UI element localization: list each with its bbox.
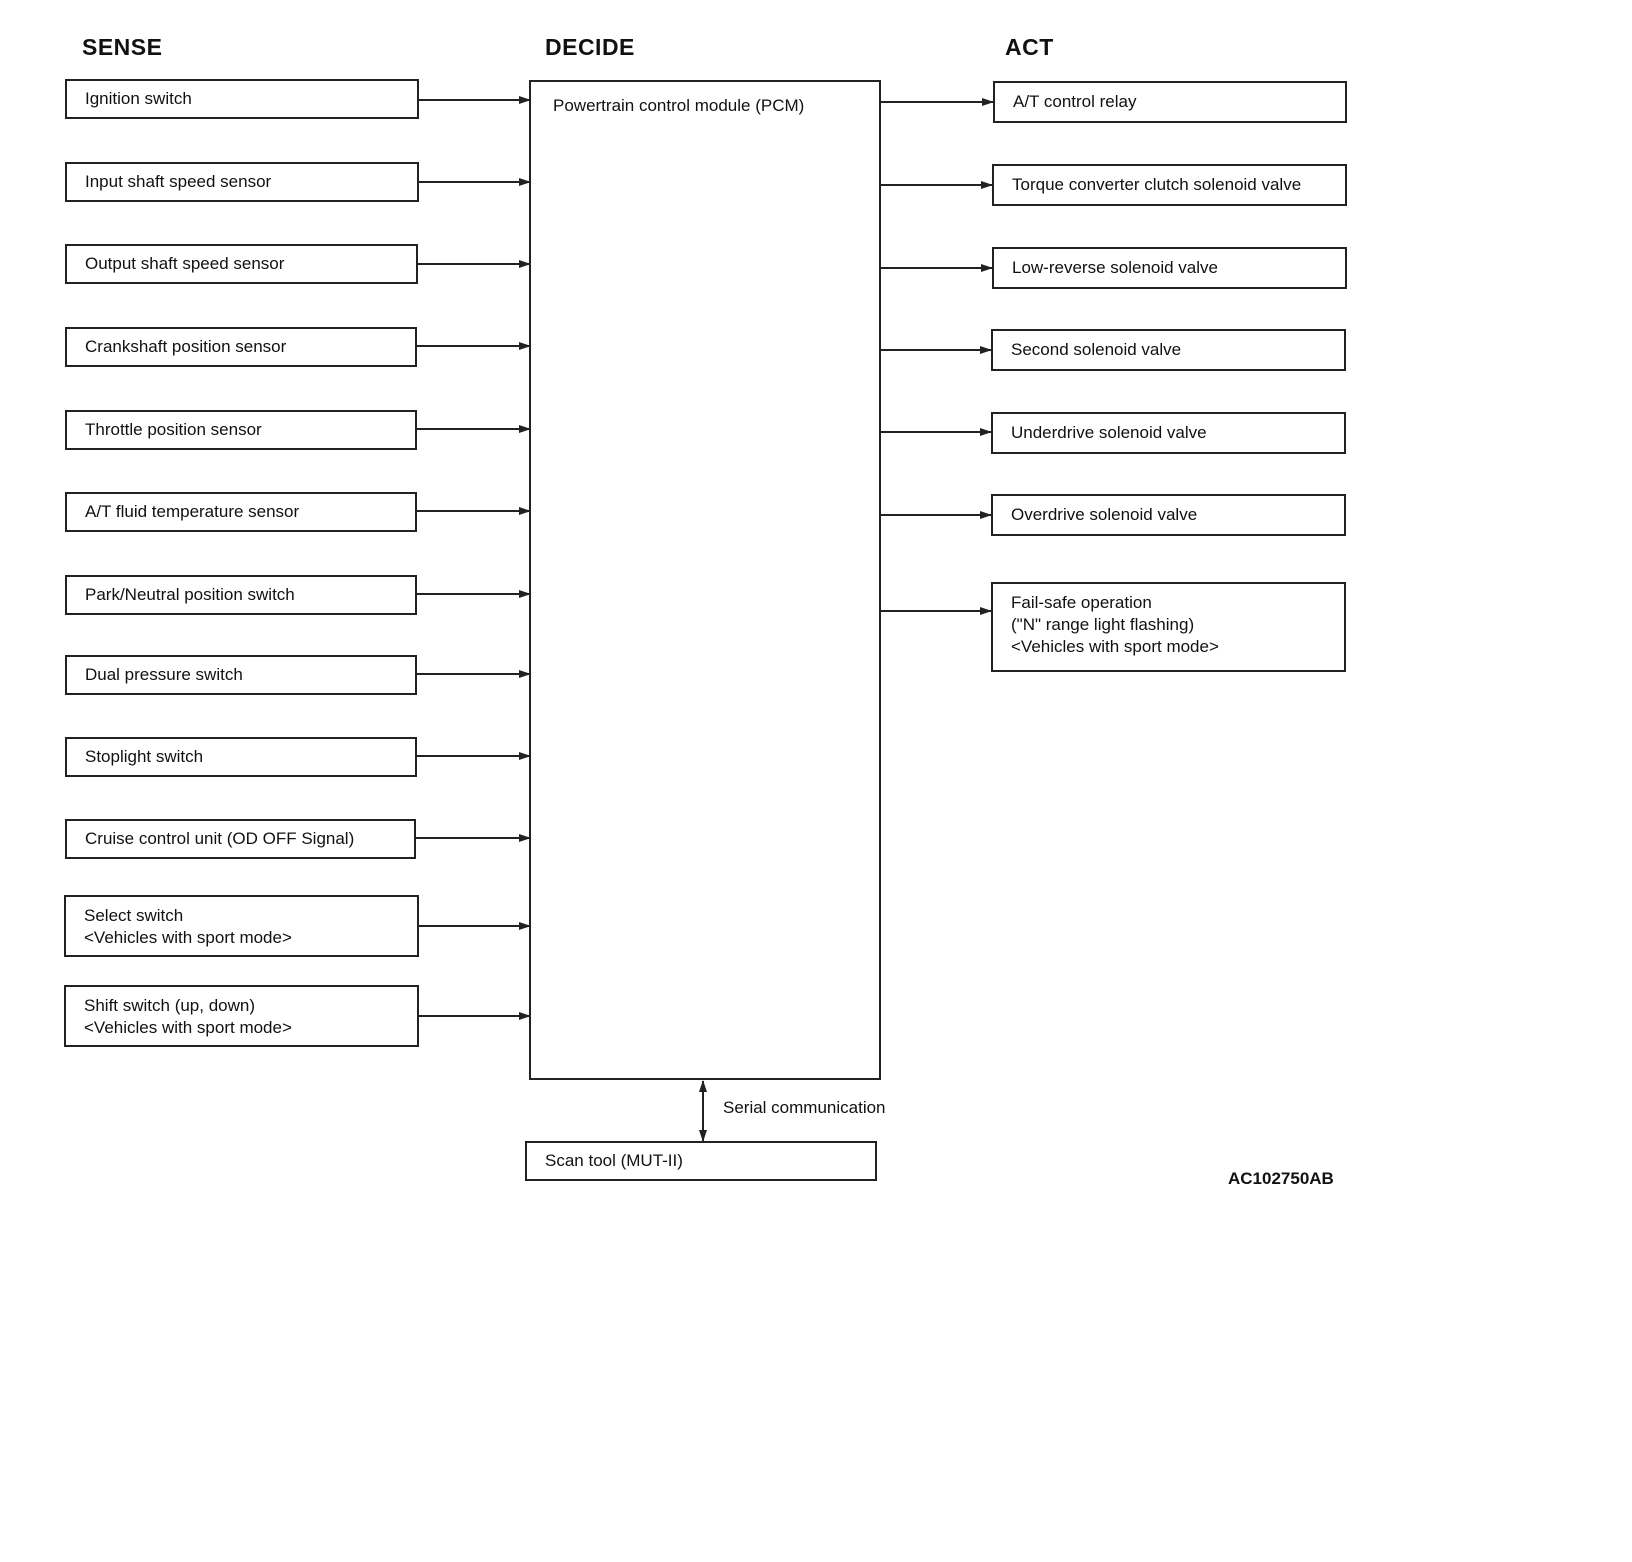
sense-header: SENSE: [82, 34, 163, 60]
act-box-overdrive-solenoid-valve: Overdrive solenoid valve: [991, 494, 1346, 536]
sense-box-stoplight-switch: Stoplight switch: [65, 737, 417, 777]
scan-tool-box: Scan tool (MUT-II): [525, 1141, 877, 1181]
sense-box-select-switch: Select switch <Vehicles with sport mode>: [64, 895, 419, 957]
pcm-box: [529, 80, 881, 1080]
act-box-second-solenoid-valve: Second solenoid valve: [991, 329, 1346, 371]
sense-box-shift-switch: Shift switch (up, down) <Vehicles with sport mode>: [64, 985, 419, 1047]
sense-box-ignition-switch: Ignition switch: [65, 79, 419, 119]
decide-header: DECIDE: [545, 34, 635, 60]
sense-box-dual-pressure-switch: Dual pressure switch: [65, 655, 417, 695]
sense-box-output-shaft-speed-sensor: Output shaft speed sensor: [65, 244, 418, 284]
sense-box-park-neutral-position-switch: Park/Neutral position switch: [65, 575, 417, 615]
serial-communication-label: Serial communication: [723, 1098, 886, 1117]
act-header: ACT: [1005, 34, 1054, 60]
sense-box-cruise-control-unit: Cruise control unit (OD OFF Signal): [65, 819, 416, 859]
sense-box-input-shaft-speed-sensor: Input shaft speed sensor: [65, 162, 419, 202]
sense-box-throttle-position-sensor: Throttle position sensor: [65, 410, 417, 450]
act-box-fail-safe-operation: Fail-safe operation ("N" range light flashing) <Vehicles with sport mode>: [991, 582, 1346, 672]
sense-box-crankshaft-position-sensor: Crankshaft position sensor: [65, 327, 417, 367]
figure-id: AC102750AB: [1228, 1169, 1334, 1188]
pcm-label: Powertrain control module (PCM): [553, 96, 805, 115]
act-box-low-reverse-solenoid-valve: Low-reverse solenoid valve: [992, 247, 1347, 289]
act-box-at-control-relay: A/T control relay: [993, 81, 1347, 123]
sense-box-at-fluid-temperature-sensor: A/T fluid temperature sensor: [65, 492, 417, 532]
act-box-underdrive-solenoid-valve: Underdrive solenoid valve: [991, 412, 1346, 454]
act-box-torque-converter-clutch-solenoid-valve: Torque converter clutch solenoid valve: [992, 164, 1347, 206]
